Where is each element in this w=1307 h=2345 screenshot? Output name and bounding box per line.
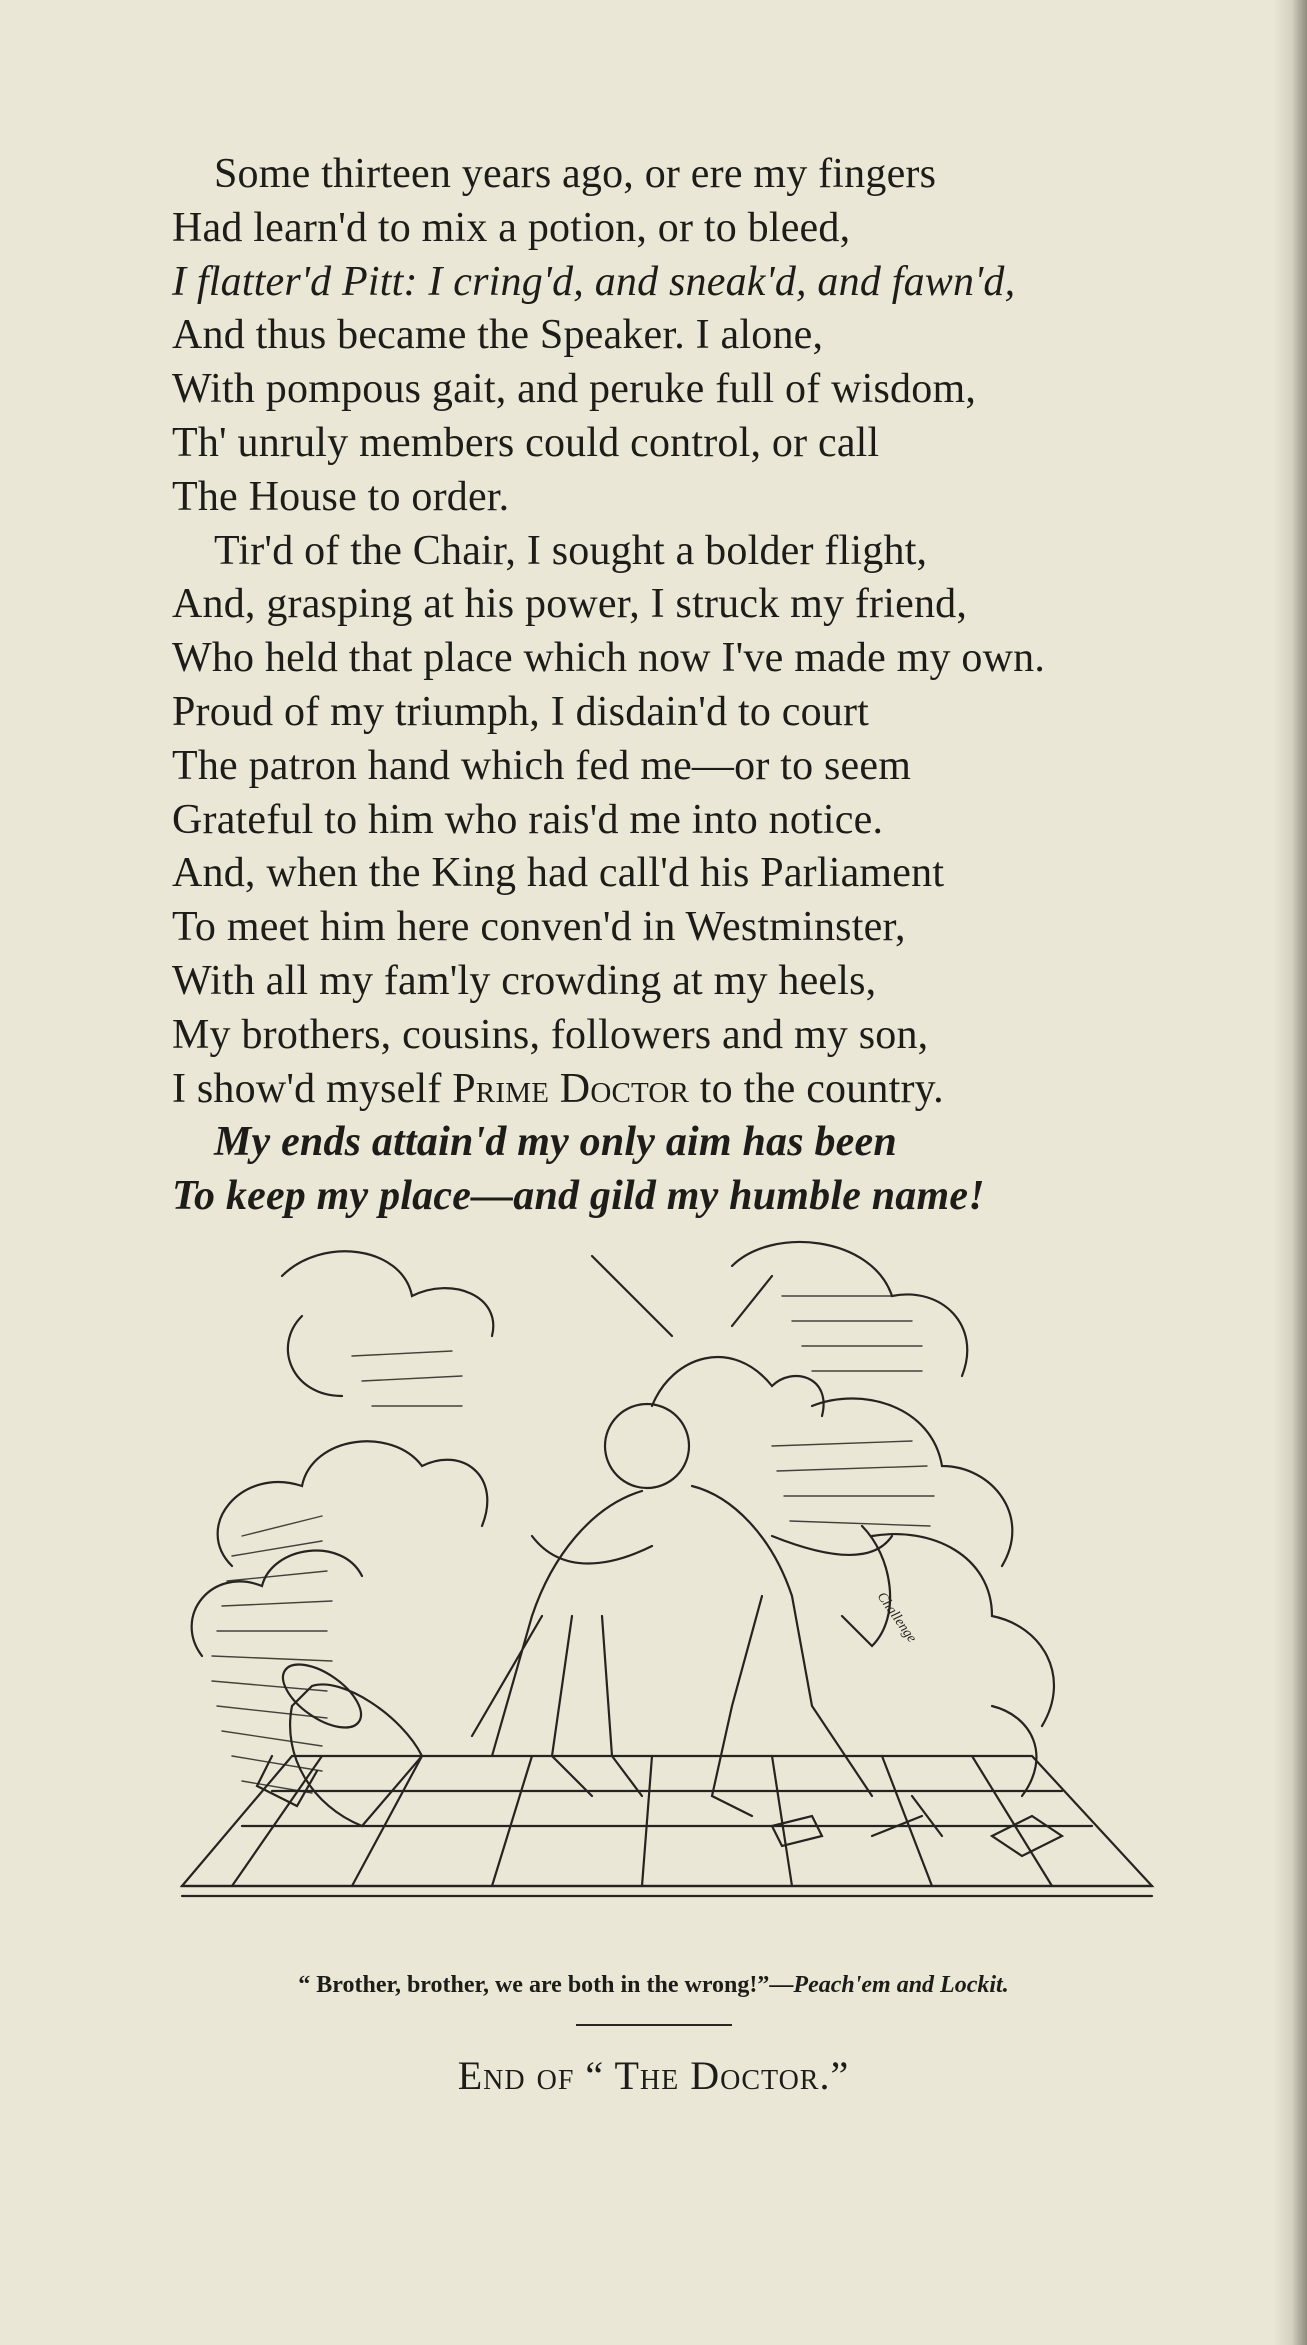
poem-line-italic: My ends attain'd my only aim has been	[214, 1119, 897, 1166]
prime-doctor-smallcaps: Prime Doctor	[452, 1065, 690, 1112]
poem-line: Grateful to him who rais'd me into notice.	[172, 796, 884, 843]
poem-line: And thus became the Speaker. I alone,	[172, 312, 824, 359]
poem-line: Tir'd of the Chair, I sought a bolder flight,	[214, 527, 928, 574]
poem-line: And, grasping at his power, I struck my friend,	[172, 581, 968, 628]
engraving-illustration	[172, 1236, 1162, 1970]
end-title: End of “ The Doctor.”	[457, 2053, 850, 2098]
poem-line: With all my fam'ly crowding at my heels,	[172, 957, 877, 1004]
caption-source: Peach'em and Lockit.	[793, 1972, 1009, 1998]
poem-line-part: I show'd myself	[172, 1065, 453, 1112]
poem-line: And, when the King had call'd his Parliament	[172, 850, 945, 897]
poem-line: My brothers, cousins, followers and my son,	[172, 1011, 929, 1058]
poem-line: The patron hand which fed me—or to seem	[172, 742, 912, 789]
poem-line-part: to the country.	[689, 1065, 944, 1112]
divider-rule	[576, 2024, 732, 2026]
caption-quote: “ Brother, brother, we are both in the wrong!”—	[298, 1972, 794, 1998]
poem-line: To meet him here conven'd in Westminster,	[172, 904, 906, 951]
poem-line-italic: To keep my place—and gild my humble name!	[172, 1173, 985, 1220]
poem-line: Some thirteen years ago, or ere my fingers	[214, 151, 937, 197]
poem-line: The House to order.	[172, 473, 510, 520]
illustration-caption	[0, 1972, 1307, 1999]
poem-line: Th' unruly members could control, or call	[172, 419, 880, 466]
poem-line-italic: I flatter'd Pitt: I cring'd, and sneak'd, and fawn'd,	[172, 258, 1016, 305]
poem-line: Had learn'd to mix a potion, or to bleed,	[172, 204, 851, 251]
poem-line: Proud of my triumph, I disdain'd to court	[172, 688, 870, 735]
poem-text	[172, 148, 1192, 1224]
poem-line: Who held that place which now I've made my own.	[172, 635, 1046, 682]
poem-line	[172, 1063, 1192, 1117]
poem-line: With pompous gait, and peruke full of wisdom,	[172, 366, 977, 413]
challenge-label: Challenge	[873, 1589, 920, 1646]
